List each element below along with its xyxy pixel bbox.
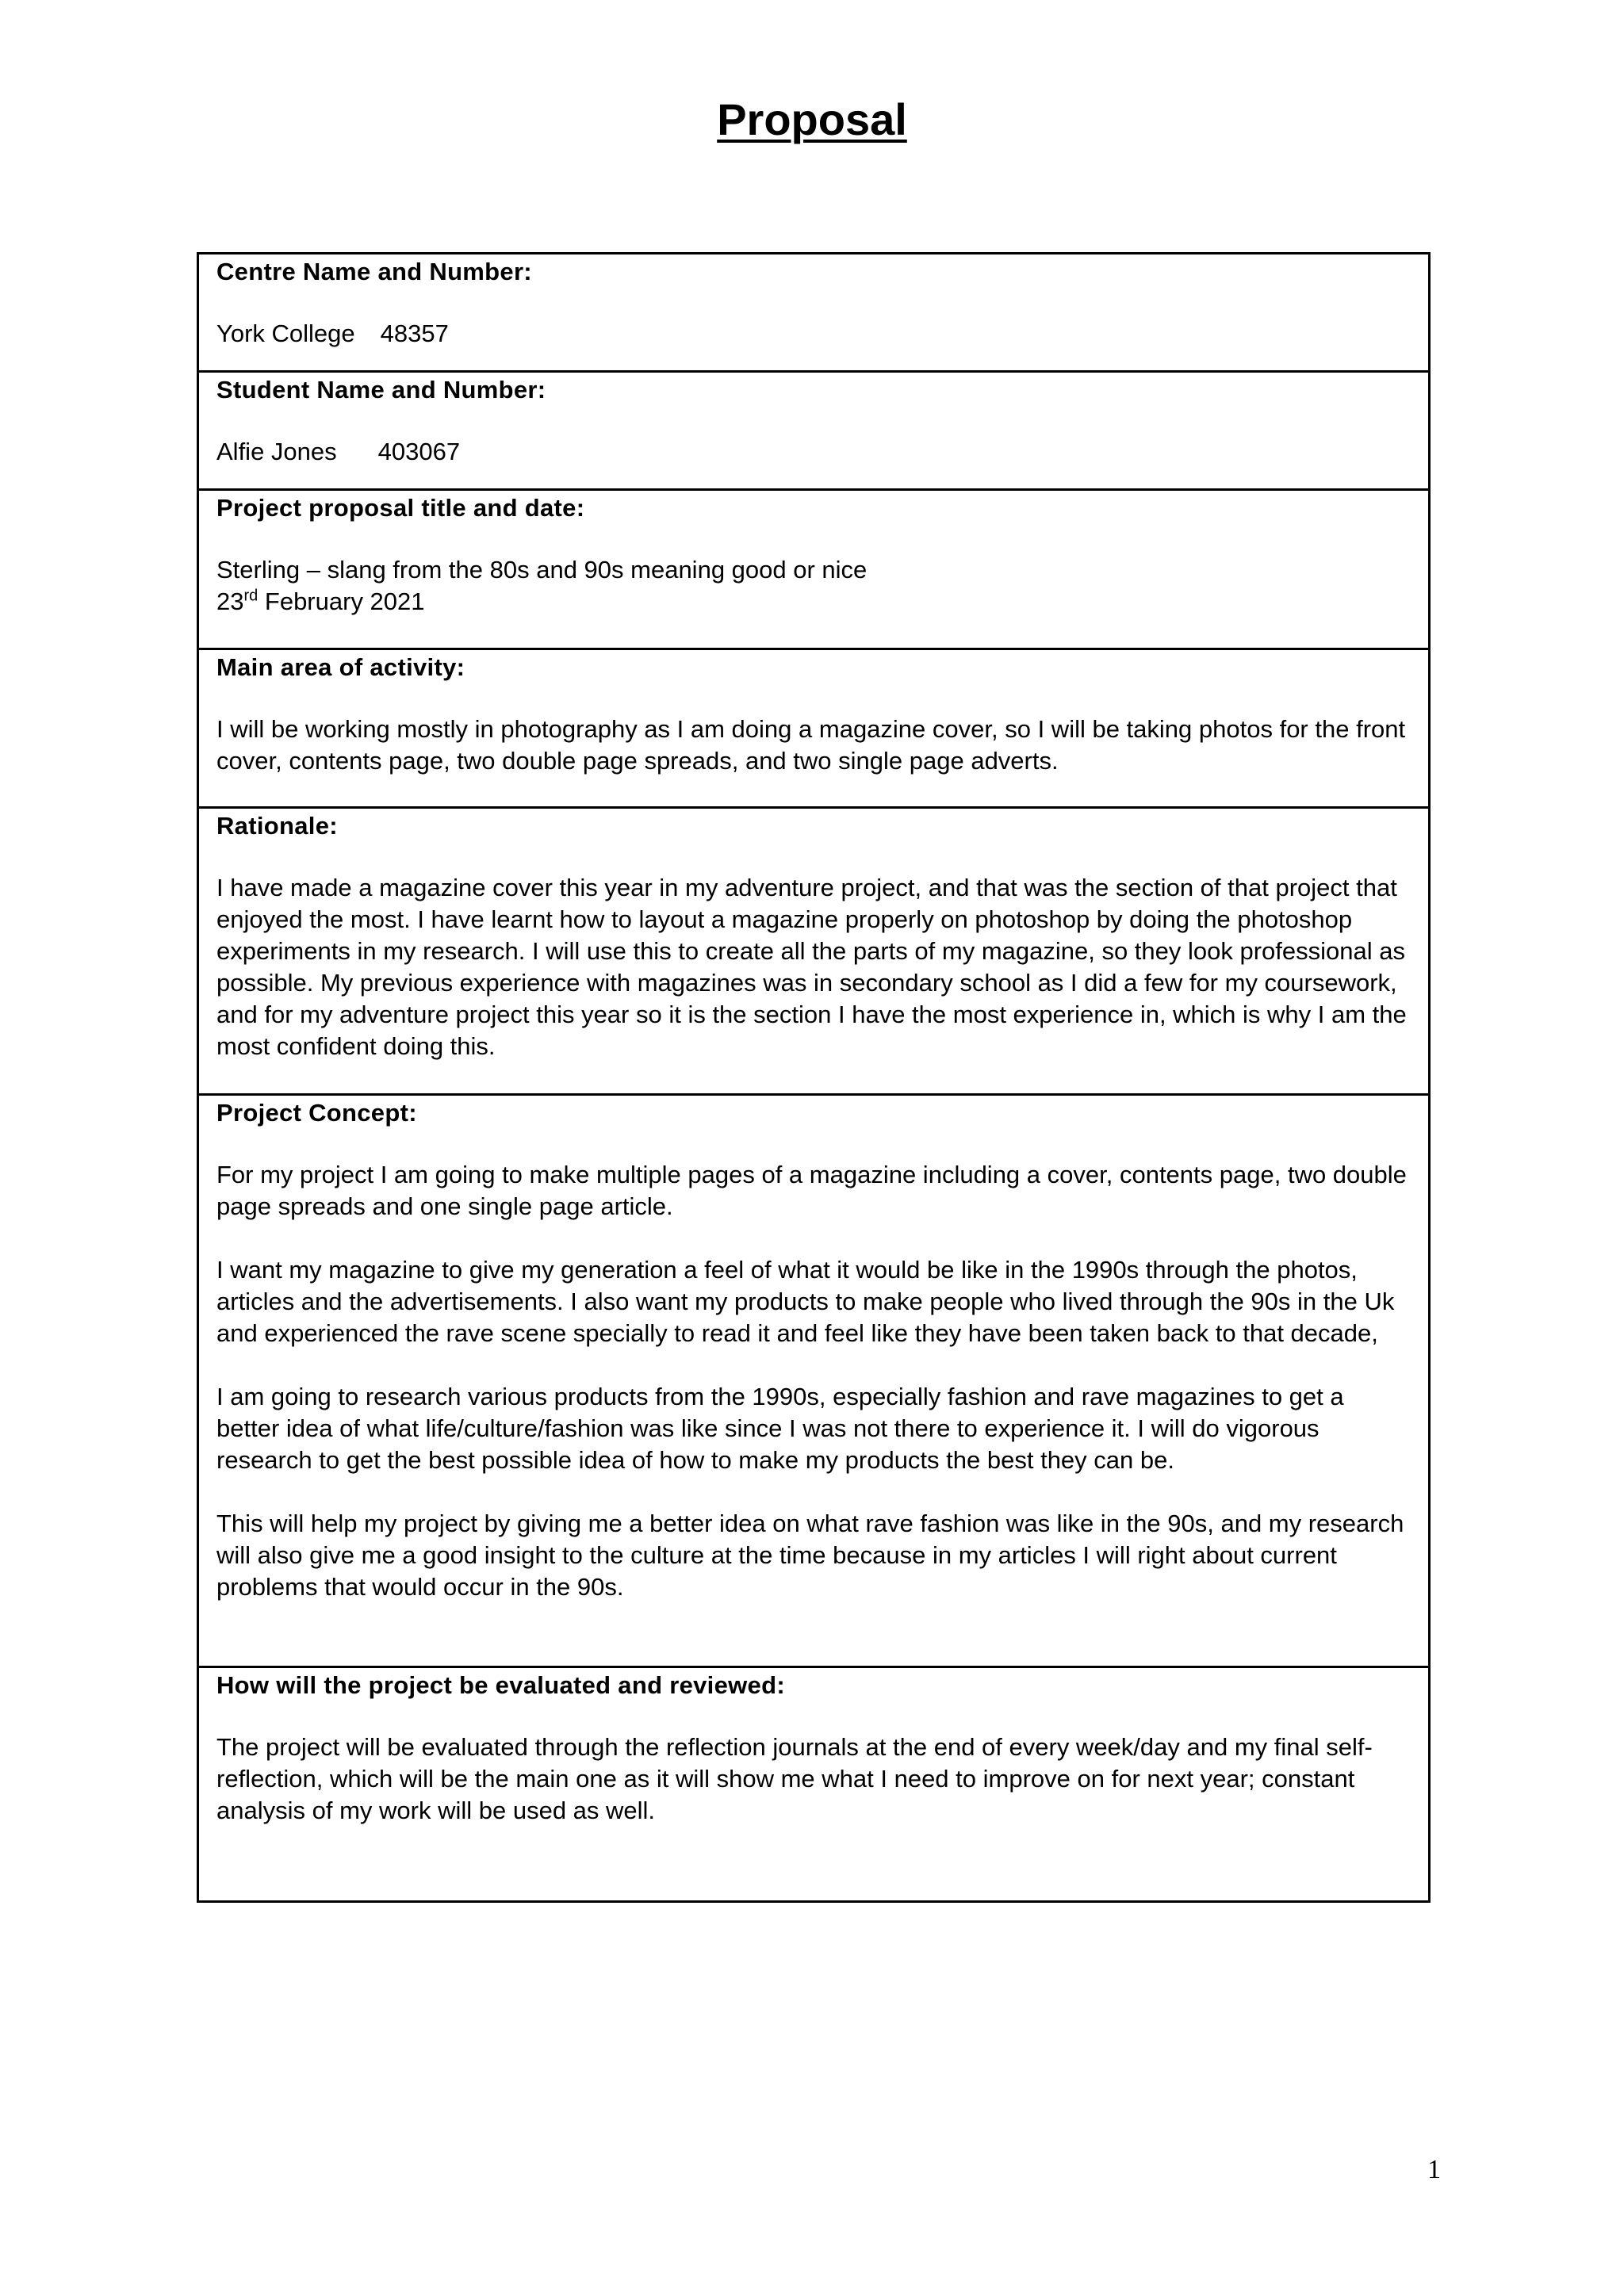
student-number: 403067 (377, 438, 461, 465)
evaluation-text: The project will be evaluated through the reflection journals at the end of every week/day and my final self-reflection, which will be the main one as it will show me what I need to improve on for next year; constant analysis of my work will be used as well. (216, 1733, 1373, 1824)
proposal-form (197, 252, 1431, 1903)
evaluation-label: How will the project be evaluated and reviewed: (216, 1671, 785, 1699)
project-date-day: 23 (216, 587, 244, 615)
section-project-title (199, 491, 1428, 650)
project-title-text: Sterling – slang from the 80s and 90s meaning good or nice (216, 556, 868, 584)
concept-label: Project Concept: (216, 1099, 417, 1127)
student-name: Alfie Jones (216, 438, 337, 465)
project-date-suffix: rd (243, 587, 259, 605)
centre-name: York College (216, 320, 355, 347)
centre-value (216, 318, 1411, 350)
section-rationale (199, 809, 1428, 1096)
student-label: Student Name and Number: (216, 376, 546, 404)
main-area-label: Main area of activity: (216, 653, 465, 681)
centre-label: Centre Name and Number: (216, 258, 532, 285)
section-main-area (199, 650, 1428, 809)
project-date (216, 586, 1411, 618)
page-number: 1 (1427, 2155, 1441, 2184)
section-student (199, 373, 1428, 491)
project-title-label: Project proposal title and date: (216, 494, 585, 522)
concept-paragraph: For my project I am going to make multiple pages of a magazine including a cover, contents page, two double page spreads and one single page article. (216, 1161, 1407, 1220)
rationale-label: Rationale: (216, 812, 338, 840)
concept-paragraph: This will help my project by giving me a better idea on what rave fashion was like in the 90s, and my research will also give me a good insight to the culture at the time because in my articles I will right about current problems that would occur in the 90s. (216, 1510, 1404, 1601)
centre-number: 48357 (380, 320, 449, 347)
main-area-text: I will be working mostly in photography as I am doing a magazine cover, so I will be taking photos for the front cover, contents page, two double page spreads, and two single page adverts. (216, 715, 1406, 775)
student-value (216, 436, 1411, 468)
concept-paragraph: I want my magazine to give my generation a feel of what it would be like in the 1990s through the photos, articles and the advertisements. I also want my products to make people who lived through the 90s in the Uk and experienced the rave scene specially to read it and feel like they have been taken back to that decade, (216, 1256, 1395, 1347)
section-concept (199, 1096, 1428, 1668)
project-date-rest: February 2021 (258, 587, 425, 615)
section-centre (199, 254, 1428, 373)
rationale-text: I have made a magazine cover this year in my adventure project, and that was the section of that project that enjoyed the most. I have learnt how to layout a magazine properly on photoshop by doing the photoshop experiments in my research. I will use this to create all the parts of my magazine, so they look professional as possible. My previous experience with magazines was in secondary school as I did a few for my coursework, and for my adventure project this year so it is the section I have the most experience in, which is why I am the most confident doing this. (216, 874, 1407, 1060)
page-title: Proposal (717, 94, 907, 144)
section-evaluation (199, 1668, 1428, 1900)
concept-paragraph: I am going to research various products from the 1990s, especially fashion and rave magazines to get a better idea of what life/culture/fashion was like since I was not there to experience it. I will do vigorous research to get the best possible idea of how to make my products the best they can be. (216, 1383, 1344, 1474)
